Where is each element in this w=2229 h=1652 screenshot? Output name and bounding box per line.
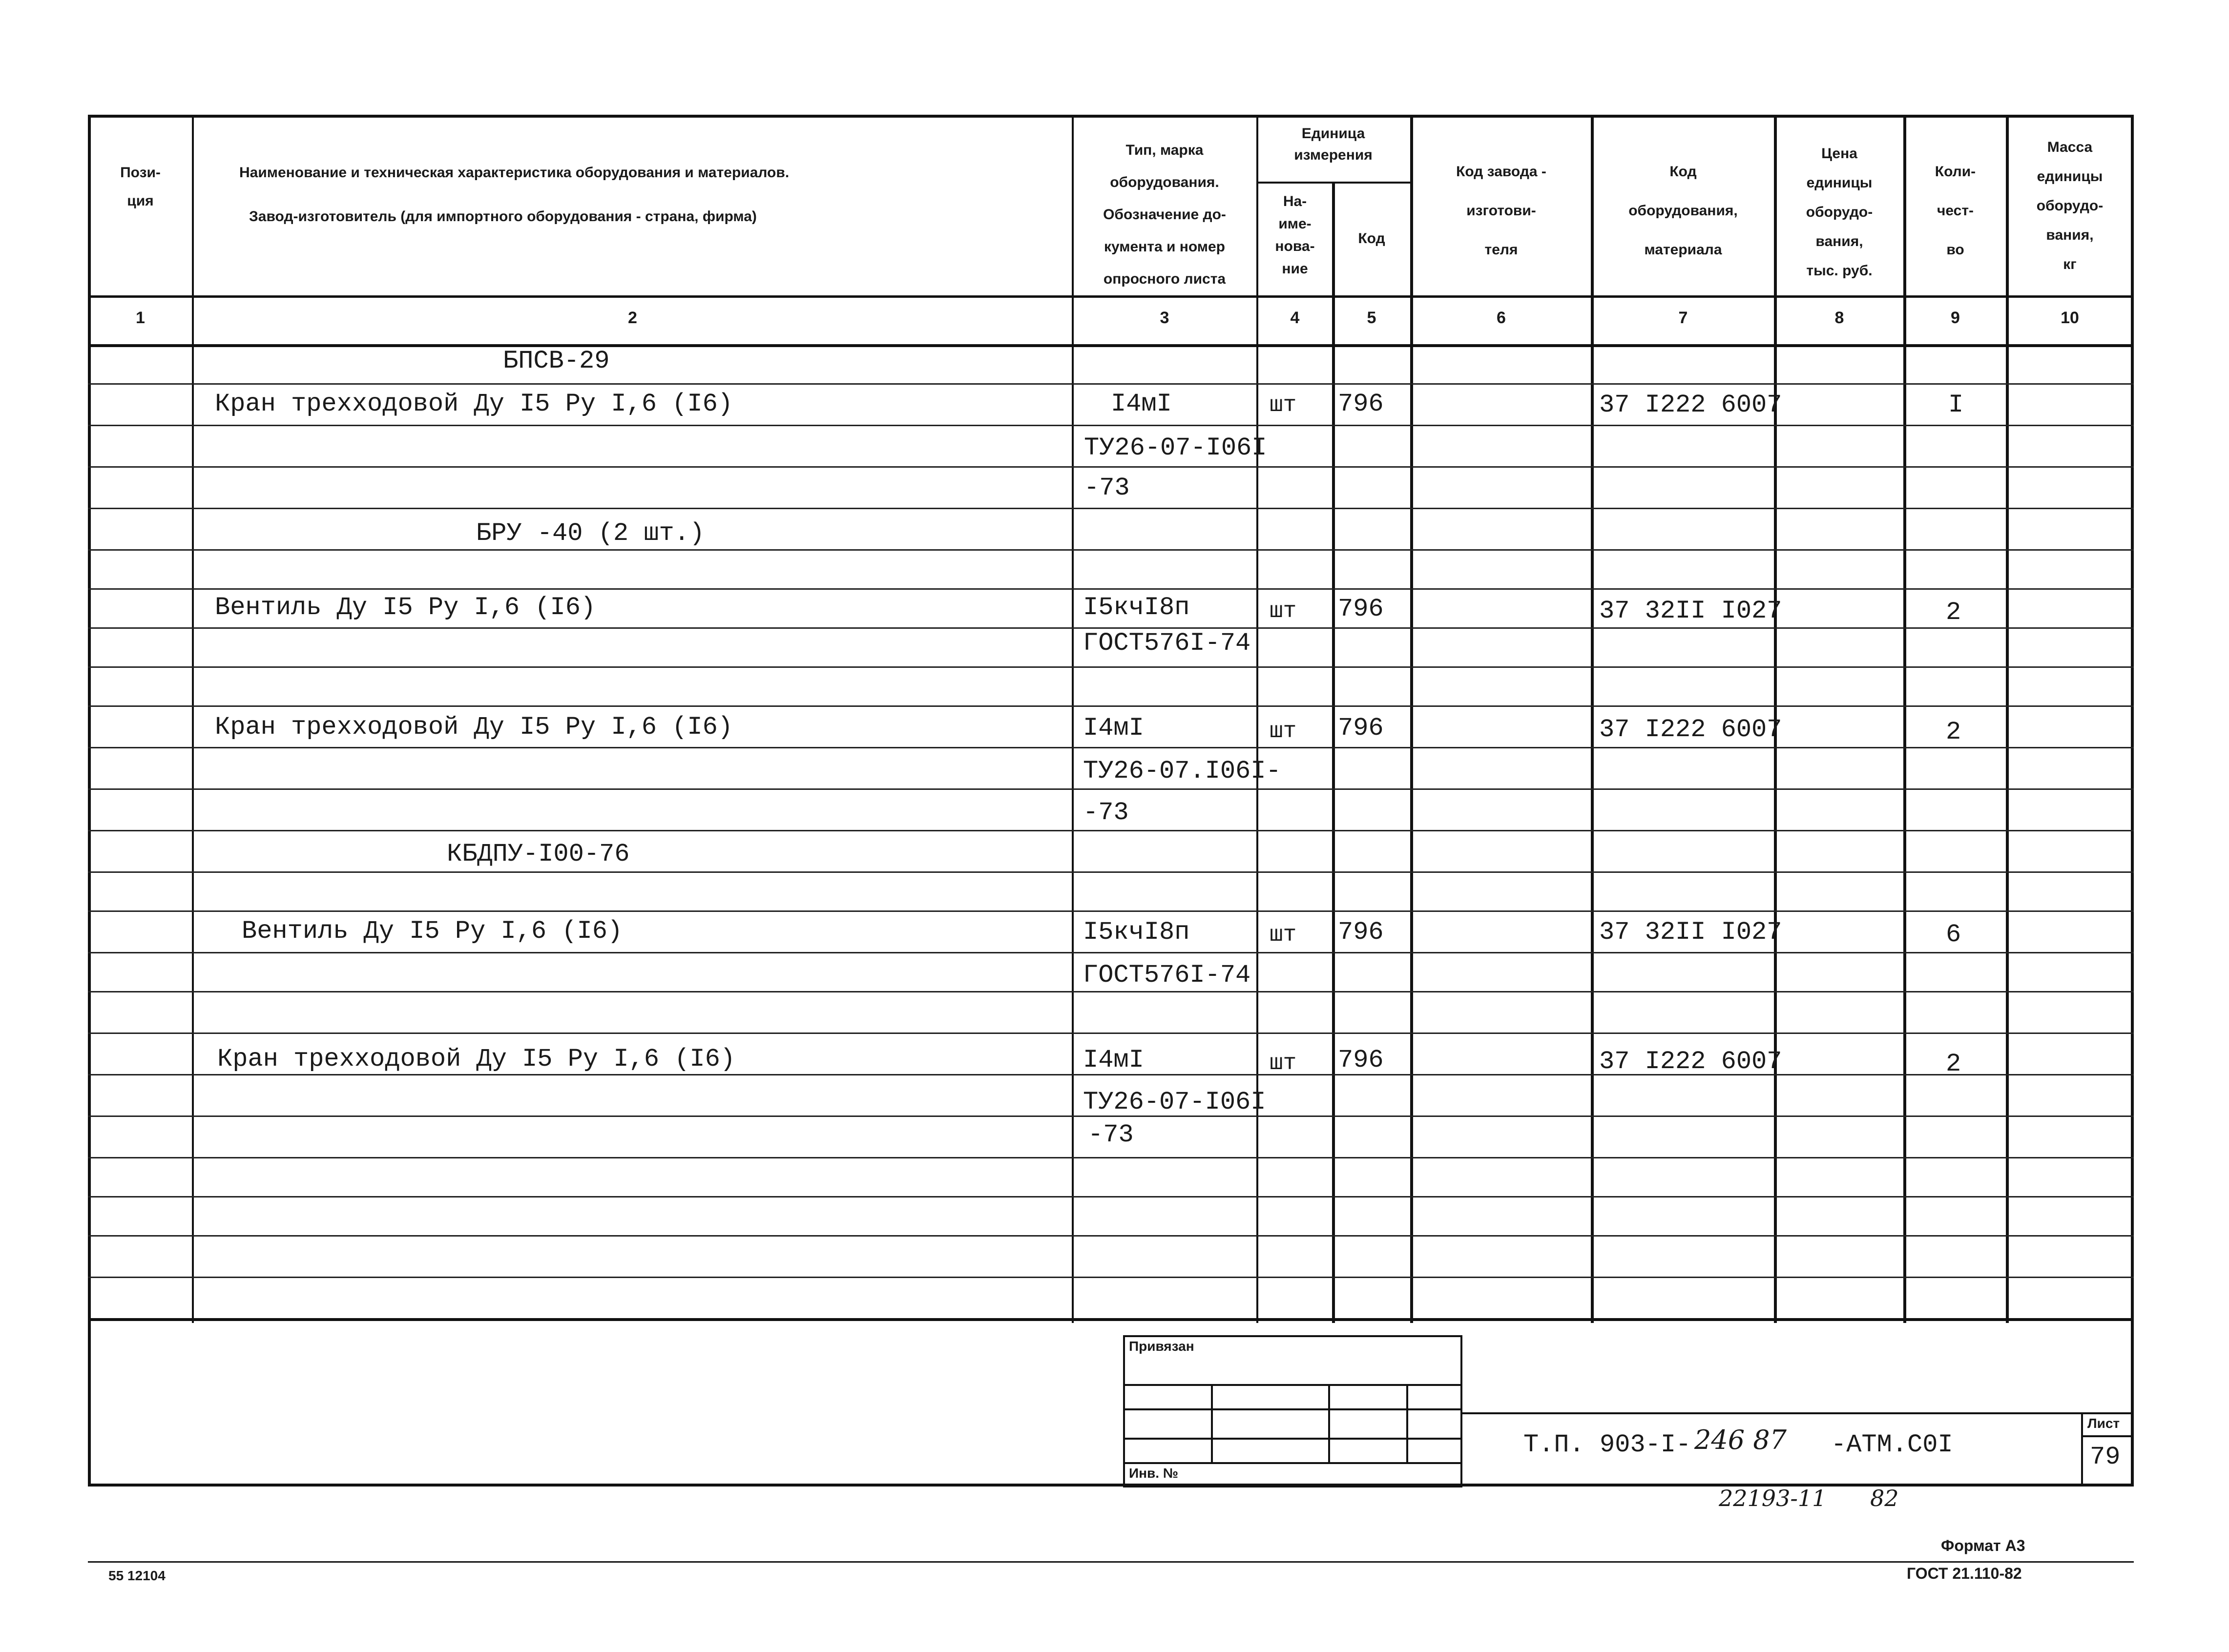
section-heading: КБДПУ-I00-76: [447, 840, 630, 868]
row-rule: [88, 830, 2134, 831]
doc-block-top: [1462, 1412, 2134, 1414]
item-equipment-code: 37 I222 6007: [1599, 715, 1782, 744]
row-rule: [88, 508, 2134, 509]
item-document: ТУ26-07-I06I: [1084, 434, 1267, 462]
item-type: I4мI: [1083, 1046, 1144, 1074]
row-rule: [88, 1196, 2134, 1198]
row-rule: [88, 952, 2134, 953]
item-name: Кран трехходовой Ду I5 Ру I,6 (I6): [215, 390, 733, 418]
item-document: ГОСТ576I-74: [1083, 961, 1251, 990]
item-equipment-code: 37 32II I027: [1599, 918, 1782, 947]
item-unit: шт: [1270, 1051, 1297, 1076]
item-name: Вентиль Ду I5 Ру I,6 (I6): [242, 917, 623, 946]
stamp-line: [1123, 1408, 1462, 1410]
item-unit-code: 796: [1338, 918, 1384, 947]
header-equipment-code: Код оборудования, материала: [1628, 164, 1738, 258]
item-type: I4мI: [1111, 390, 1172, 418]
column-number: 8: [1834, 309, 1844, 327]
item-name: Вентиль Ду I5 Ру I,6 (I6): [215, 593, 596, 622]
row-rule: [88, 1032, 2134, 1034]
column-number: 10: [2061, 309, 2079, 327]
column-number: 6: [1497, 309, 1506, 327]
row-rule: [88, 425, 2134, 426]
item-quantity: 6: [1946, 920, 1961, 949]
col-divider: [1332, 183, 1335, 1323]
item-quantity: 2: [1946, 1050, 1961, 1078]
row-rule: [88, 1235, 2134, 1237]
left-code: 55 12104: [108, 1568, 166, 1583]
column-number: 5: [1367, 309, 1376, 327]
item-type: I5кчI8п: [1083, 593, 1190, 622]
item-type: I4мI: [1083, 714, 1144, 743]
item-quantity: 2: [1946, 718, 1961, 746]
header-unit-group: Единица измерения: [1294, 125, 1373, 163]
row-rule: [88, 666, 2134, 668]
row-rule: [88, 466, 2134, 468]
row-rule: [88, 588, 2134, 590]
sheet-label: Лист: [2087, 1416, 2120, 1431]
doc-number-prefix: Т.П. 903-I-: [1523, 1430, 1691, 1459]
header-name-line2: Завод-изготовитель (для импортного оборудования - страна, фирма): [249, 208, 757, 225]
header-unit-name: На- име- нова- ние: [1275, 193, 1315, 277]
item-document: -73: [1088, 1120, 1134, 1149]
header-mass: Масса единицы оборудо- вания, кг: [2036, 139, 2104, 272]
row-rule: [88, 788, 2134, 790]
item-equipment-code: 37 I222 6007: [1599, 1047, 1782, 1076]
section-heading: БРУ -40 (2 шт.): [476, 519, 705, 548]
item-quantity: I: [1948, 391, 1964, 419]
item-document: ТУ26-07-I06I: [1083, 1088, 1266, 1116]
row-rule: [88, 705, 2134, 707]
item-unit-code: 796: [1338, 1046, 1384, 1074]
table-bottom-line: [88, 1318, 2134, 1321]
stamp-divider: [1211, 1384, 1213, 1462]
inventory-label: Инв. №: [1129, 1466, 1179, 1481]
row-rule: [88, 910, 2134, 912]
item-unit: шт: [1270, 719, 1297, 744]
format-label: Формат А3: [1941, 1537, 2025, 1554]
stamp-line: [1123, 1438, 1462, 1440]
header-name-line1: Наименование и техническая характеристика оборудования и материалов.: [239, 165, 790, 181]
numbers-bottom-line: [88, 344, 2134, 347]
header-type: Тип, марка оборудования. Обозначение до- кумента и номер опросного листа: [1103, 142, 1226, 287]
header-plant-code: Код завода - изготови- теля: [1456, 164, 1546, 258]
item-document: -73: [1083, 798, 1129, 827]
row-rule: [88, 871, 2134, 873]
column-number: 7: [1678, 309, 1688, 327]
row-rule: [88, 549, 2134, 551]
column-number: 9: [1951, 309, 1960, 327]
doc-number-handwritten: 246 87: [1694, 1425, 1787, 1455]
row-rule: [88, 991, 2134, 992]
item-unit-code: 796: [1338, 714, 1384, 743]
gost-label: ГОСТ 21.110-82: [1907, 1565, 2022, 1582]
header-unit-code: Код: [1358, 230, 1385, 247]
item-unit-code: 796: [1338, 390, 1384, 418]
footer-line: [88, 1561, 2134, 1563]
item-quantity: 2: [1946, 598, 1961, 627]
handwritten-number: 22193-11: [1719, 1485, 1827, 1511]
stamp-line: [1123, 1384, 1462, 1386]
header-bottom-line: [88, 295, 2134, 298]
attached-label: Привязан: [1129, 1339, 1194, 1354]
row-rule: [88, 747, 2134, 748]
stamp-divider: [1328, 1384, 1330, 1462]
item-document: -73: [1084, 474, 1130, 502]
item-name: Кран трехходовой Ду I5 Ру I,6 (I6): [217, 1045, 735, 1074]
sheet-number: 79: [2090, 1443, 2121, 1471]
item-unit: шт: [1270, 922, 1297, 948]
item-type: I5кчI8п: [1083, 918, 1190, 947]
item-unit-code: 796: [1338, 595, 1384, 623]
column-number: 1: [136, 309, 145, 327]
item-name: Кран трехходовой Ду I5 Ру I,6 (I6): [215, 713, 733, 742]
item-document: ГОСТ576I-74: [1083, 629, 1251, 658]
item-equipment-code: 37 I222 6007: [1599, 391, 1782, 419]
column-number: 3: [1160, 309, 1169, 327]
column-number: 2: [628, 309, 637, 327]
row-rule: [88, 1157, 2134, 1158]
stamp-line: [1123, 1462, 1462, 1464]
column-number: 4: [1290, 309, 1300, 327]
row-rule: [88, 383, 2134, 385]
header-position: Пози- ция: [120, 165, 161, 209]
stamp-divider: [1406, 1384, 1408, 1462]
section-heading: БПСВ-29: [503, 347, 610, 375]
handwritten-year: 82: [1870, 1485, 1899, 1511]
item-unit: шт: [1270, 392, 1297, 418]
attached-stamp: [1123, 1335, 1462, 1487]
item-document: ТУ26-07.I06I-: [1083, 757, 1281, 785]
header-quantity: Коли- чест- во: [1935, 164, 1976, 258]
item-unit: шт: [1270, 599, 1297, 624]
header-price: Цена единицы оборудо- вания, тыс. руб.: [1806, 145, 1873, 279]
doc-number-suffix: -АТМ.С0I: [1831, 1430, 1953, 1459]
item-equipment-code: 37 32II I027: [1599, 597, 1782, 625]
row-rule: [88, 1277, 2134, 1278]
sheet-box-line: [2081, 1435, 2134, 1437]
unit-group-line: [1256, 182, 1410, 184]
